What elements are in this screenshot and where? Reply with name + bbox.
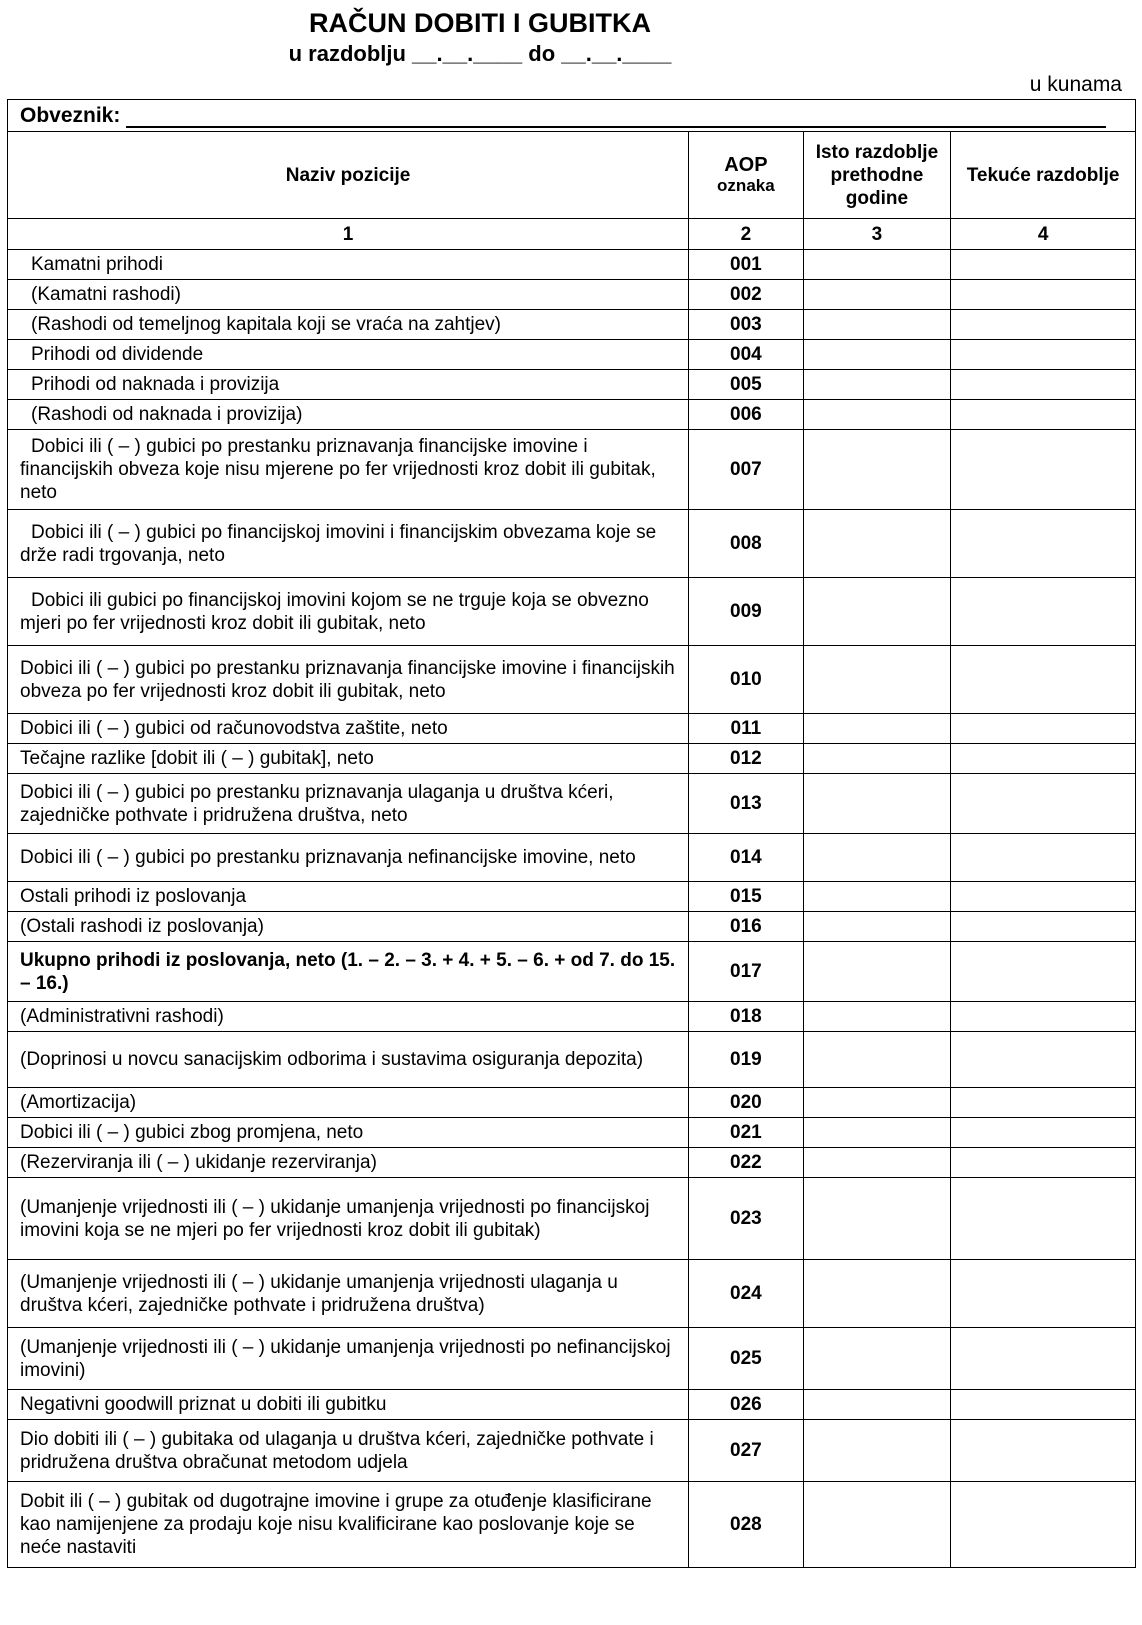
column-number-3: 3	[803, 219, 951, 250]
previous-period-value[interactable]	[803, 834, 951, 882]
previous-period-value[interactable]	[803, 1118, 951, 1148]
aop-code: 023	[689, 1178, 804, 1260]
column-header-aop	[689, 132, 804, 219]
position-name: (Amortizacija)	[8, 1088, 689, 1118]
previous-period-value[interactable]	[803, 1088, 951, 1118]
column-number-1: 1	[8, 219, 689, 250]
aop-code: 003	[689, 310, 804, 340]
table-row	[8, 1088, 1136, 1118]
position-name: (Rashodi od temeljnog kapitala koji se vraća na zahtjev)	[8, 310, 689, 340]
aop-code: 022	[689, 1148, 804, 1178]
column-header-naziv: Naziv pozicije	[8, 132, 689, 219]
previous-period-value[interactable]	[803, 1032, 951, 1088]
table-row	[8, 1420, 1136, 1482]
position-name: Dobici ili ( – ) gubici od računovodstva zaštite, neto	[8, 714, 689, 744]
previous-period-value[interactable]	[803, 744, 951, 774]
position-name: Ostali prihodi iz poslovanja	[8, 882, 689, 912]
current-period-value[interactable]	[951, 882, 1136, 912]
table-row	[8, 912, 1136, 942]
position-name: (Umanjenje vrijednosti ili ( – ) ukidanje umanjenja vrijednosti ulaganja u društva kćeri, zajedničke pothvate i pridružena društva)	[8, 1260, 689, 1328]
obveznik-row	[8, 100, 1136, 132]
position-name: (Kamatni rashodi)	[8, 280, 689, 310]
position-name: Dobici ili ( – ) gubici po prestanku priznavanja financijske imovine i financijskih obveza po fer vrijednosti kroz dobit ili gubitak, neto	[8, 646, 689, 714]
table-row	[8, 310, 1136, 340]
table-row	[8, 1328, 1136, 1390]
previous-period-value[interactable]	[803, 774, 951, 834]
current-period-value[interactable]	[951, 578, 1136, 646]
position-name: Kamatni prihodi	[8, 250, 689, 280]
period-subtitle: u razdoblju __.__.____ do __.__.____	[288, 41, 672, 66]
position-name: Dobici ili ( – ) gubici po financijskoj imovini i financijskim obvezama koje se drže radi trgovanja, neto	[8, 510, 689, 578]
aop-code: 016	[689, 912, 804, 942]
aop-code: 009	[689, 578, 804, 646]
position-name: (Umanjenje vrijednosti ili ( – ) ukidanje umanjenja vrijednosti po nefinancijskoj imovini)	[8, 1328, 689, 1390]
table-row	[8, 774, 1136, 834]
table-row	[8, 400, 1136, 430]
header-row	[8, 132, 1136, 219]
current-period-value[interactable]	[951, 1118, 1136, 1148]
previous-period-value[interactable]	[803, 1260, 951, 1328]
current-period-value[interactable]	[951, 340, 1136, 370]
current-period-value[interactable]	[951, 834, 1136, 882]
position-name: Dobici ili gubici po financijskoj imovini kojom se ne trguje koja se obvezno mjeri po fer vrijednosti kroz dobit ili gubitak, neto	[8, 578, 689, 646]
currency-unit: u kunama	[1029, 73, 1122, 96]
column-header-aop-subtitle: oznaka	[717, 176, 775, 195]
table-row	[8, 340, 1136, 370]
previous-period-value[interactable]	[803, 1420, 951, 1482]
current-period-value[interactable]	[951, 1178, 1136, 1260]
position-name: Prihodi od dividende	[8, 340, 689, 370]
aop-code: 021	[689, 1118, 804, 1148]
aop-code: 017	[689, 942, 804, 1002]
position-name: Dobici ili ( – ) gubici zbog promjena, neto	[8, 1118, 689, 1148]
current-period-value[interactable]	[951, 1390, 1136, 1420]
previous-period-value[interactable]	[803, 1002, 951, 1032]
position-name: Dobici ili ( – ) gubici po prestanku priznavanja financijske imovine i financijskih obveza koje nisu mjerene po fer vrijednosti kroz dobit ili gubitak, neto	[8, 430, 689, 510]
position-name: (Ostali rashodi iz poslovanja)	[8, 912, 689, 942]
aop-code: 015	[689, 882, 804, 912]
aop-code: 028	[689, 1482, 804, 1568]
current-period-value[interactable]	[951, 280, 1136, 310]
previous-period-value[interactable]	[803, 1328, 951, 1390]
current-period-value[interactable]	[951, 774, 1136, 834]
table-row	[8, 1148, 1136, 1178]
position-name: Ukupno prihodi iz poslovanja, neto (1. – 2. – 3. + 4. + 5. – 6. + od 7. do 15. – 16.)	[8, 942, 689, 1002]
column-header-previous-period: Isto razdoblje prethodne godine	[803, 132, 951, 219]
previous-period-value[interactable]	[803, 400, 951, 430]
current-period-value[interactable]	[951, 912, 1136, 942]
current-period-value[interactable]	[951, 1002, 1136, 1032]
table-row	[8, 250, 1136, 280]
current-period-value[interactable]	[951, 744, 1136, 774]
table-row	[8, 1178, 1136, 1260]
table-row	[8, 882, 1136, 912]
aop-code: 011	[689, 714, 804, 744]
column-number-4: 4	[951, 219, 1136, 250]
table-row	[8, 646, 1136, 714]
position-name: Dobici ili ( – ) gubici po prestanku priznavanja nefinancijske imovine, neto	[8, 834, 689, 882]
obveznik-input-line[interactable]	[126, 104, 1106, 128]
previous-period-value[interactable]	[803, 310, 951, 340]
aop-code: 008	[689, 510, 804, 578]
page-title: RAČUN DOBITI I GUBITKA	[309, 8, 651, 38]
aop-code: 026	[689, 1390, 804, 1420]
obveznik-cell	[8, 100, 1136, 132]
aop-code: 007	[689, 430, 804, 510]
position-name: Dio dobiti ili ( – ) gubitaka od ulaganja u društva kćeri, zajedničke pothvate i pridružena društva obračunat metodom udjela	[8, 1420, 689, 1482]
previous-period-value[interactable]	[803, 912, 951, 942]
aop-code: 019	[689, 1032, 804, 1088]
table-row	[8, 1118, 1136, 1148]
position-name: Dobit ili ( – ) gubitak od dugotrajne imovine i grupe za otuđenje klasificirane kao namijenjene za prodaju koje nisu kvalificirane kao poslovanje koje se neće nastaviti	[8, 1482, 689, 1568]
previous-period-value[interactable]	[803, 370, 951, 400]
aop-code: 006	[689, 400, 804, 430]
current-period-value[interactable]	[951, 1260, 1136, 1328]
aop-code: 010	[689, 646, 804, 714]
obveznik-label: Obveznik:	[20, 103, 121, 127]
current-period-value[interactable]	[951, 1148, 1136, 1178]
current-period-value[interactable]	[951, 1088, 1136, 1118]
aop-code: 012	[689, 744, 804, 774]
table-row	[8, 430, 1136, 510]
position-name: Prihodi od naknada i provizija	[8, 370, 689, 400]
previous-period-value[interactable]	[803, 340, 951, 370]
current-period-value[interactable]	[951, 942, 1136, 1002]
previous-period-value[interactable]	[803, 1148, 951, 1178]
table-row	[8, 1390, 1136, 1420]
position-name: (Umanjenje vrijednosti ili ( – ) ukidanje umanjenja vrijednosti po financijskoj imovini koja se ne mjeri po fer vrijednosti kroz dobit ili gubitak)	[8, 1178, 689, 1260]
position-name: (Doprinosi u novcu sanacijskim odborima i sustavima osiguranja depozita)	[8, 1032, 689, 1088]
column-number-2: 2	[689, 219, 804, 250]
position-name: (Rezerviranja ili ( – ) ukidanje rezerviranja)	[8, 1148, 689, 1178]
previous-period-value[interactable]	[803, 250, 951, 280]
previous-period-value[interactable]	[803, 942, 951, 1002]
table-row	[8, 1482, 1136, 1568]
current-period-value[interactable]	[951, 310, 1136, 340]
table-row	[8, 834, 1136, 882]
column-header-aop-title: AOP	[724, 154, 768, 176]
current-period-value[interactable]	[951, 250, 1136, 280]
previous-period-value[interactable]	[803, 430, 951, 510]
position-name: (Administrativni rashodi)	[8, 1002, 689, 1032]
current-period-value[interactable]	[951, 430, 1136, 510]
previous-period-value[interactable]	[803, 280, 951, 310]
current-period-value[interactable]	[951, 1328, 1136, 1390]
previous-period-value[interactable]	[803, 646, 951, 714]
current-period-value[interactable]	[951, 510, 1136, 578]
previous-period-value[interactable]	[803, 1390, 951, 1420]
previous-period-value[interactable]	[803, 882, 951, 912]
table-row	[8, 510, 1136, 578]
aop-code: 020	[689, 1088, 804, 1118]
aop-code: 013	[689, 774, 804, 834]
current-period-value[interactable]	[951, 1420, 1136, 1482]
aop-code: 014	[689, 834, 804, 882]
aop-code: 005	[689, 370, 804, 400]
current-period-value[interactable]	[951, 1032, 1136, 1088]
previous-period-value[interactable]	[803, 578, 951, 646]
aop-code: 002	[689, 280, 804, 310]
current-period-value[interactable]	[951, 400, 1136, 430]
table-row	[8, 578, 1136, 646]
table-row	[8, 280, 1136, 310]
table-row	[8, 1002, 1136, 1032]
aop-code: 004	[689, 340, 804, 370]
current-period-value[interactable]	[951, 646, 1136, 714]
aop-code: 001	[689, 250, 804, 280]
position-name: Dobici ili ( – ) gubici po prestanku priznavanja ulaganja u društva kćeri, zajedničke pothvate i pridružena društva, neto	[8, 774, 689, 834]
previous-period-value[interactable]	[803, 1178, 951, 1260]
current-period-value[interactable]	[951, 714, 1136, 744]
column-header-current-period: Tekuće razdoblje	[951, 132, 1136, 219]
column-number-row	[8, 219, 1136, 250]
aop-code: 024	[689, 1260, 804, 1328]
position-name: Tečajne razlike [dobit ili ( – ) gubitak], neto	[8, 744, 689, 774]
income-statement-table	[7, 99, 1136, 1568]
table-row	[8, 714, 1136, 744]
position-name: Negativni goodwill priznat u dobiti ili gubitku	[8, 1390, 689, 1420]
current-period-value[interactable]	[951, 370, 1136, 400]
table-row	[8, 942, 1136, 1002]
table-row	[8, 744, 1136, 774]
previous-period-value[interactable]	[803, 714, 951, 744]
aop-code: 027	[689, 1420, 804, 1482]
current-period-value[interactable]	[951, 1482, 1136, 1568]
table-row	[8, 1260, 1136, 1328]
table-row	[8, 370, 1136, 400]
aop-code: 025	[689, 1328, 804, 1390]
aop-code: 018	[689, 1002, 804, 1032]
table-row	[8, 1032, 1136, 1088]
previous-period-value[interactable]	[803, 1482, 951, 1568]
position-name: (Rashodi od naknada i provizija)	[8, 400, 689, 430]
previous-period-value[interactable]	[803, 510, 951, 578]
